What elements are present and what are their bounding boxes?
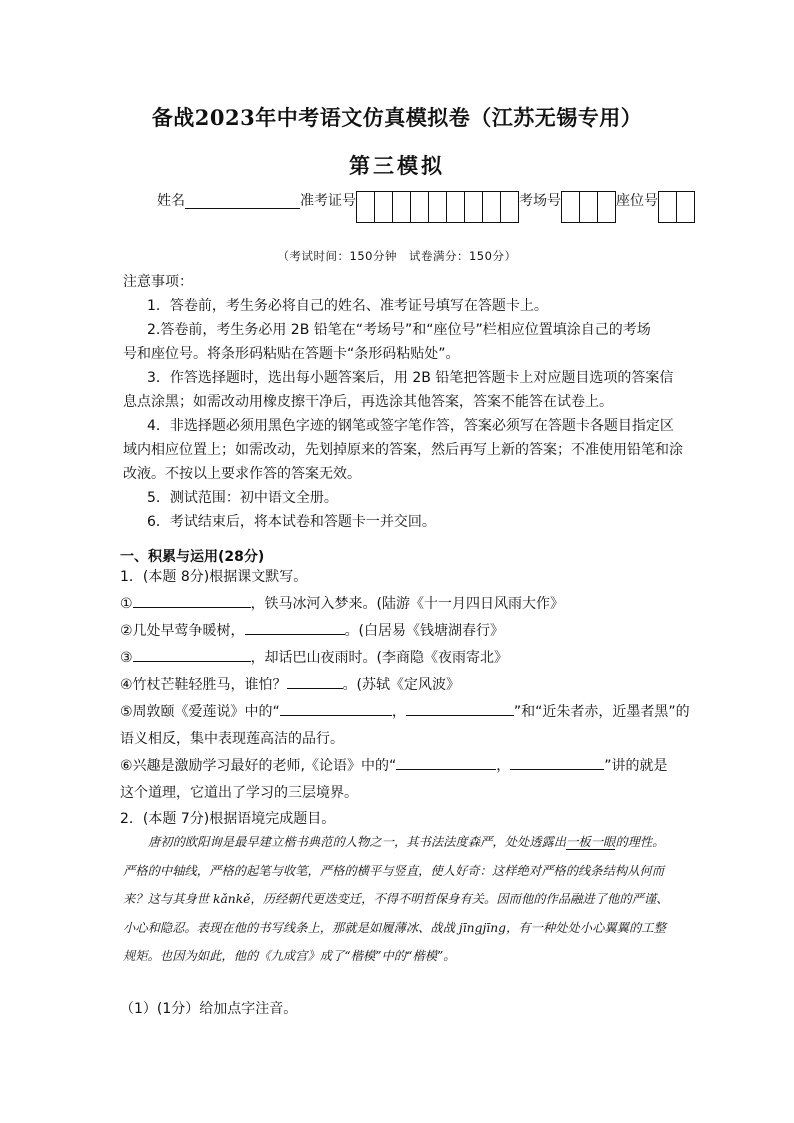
answer-blank[interactable] [510, 754, 604, 770]
exam-title: 备战2023年中考语文仿真模拟卷（江苏无锡专用） [151, 105, 643, 130]
notice-item: 6．考试结束后，将本试卷和答题卡一并交回。 [147, 514, 436, 530]
exam-id-boxes[interactable] [356, 191, 519, 223]
name-field[interactable] [185, 191, 300, 209]
answer-blank[interactable] [280, 700, 392, 716]
section-heading: 一、积累与运用(28分) [120, 549, 265, 565]
notice-item: 3．作答选择题时，选出每小题答案后，用 2B 铅笔把答题卡上对应题目选项的答案信 [147, 370, 674, 386]
notice-item: 改液。不按以上要求作答的答案无效。 [123, 466, 361, 482]
notice-item: 4．非选择题必须用黑色字迹的钢笔或签字笔作答，答案必须写在答题卡各题目指定区 [147, 418, 674, 434]
seat-boxes[interactable] [658, 191, 695, 223]
answer-blank[interactable] [396, 754, 496, 770]
answer-blank[interactable] [245, 619, 345, 635]
q1-line-6b: 这个道理，它道出了学习的三层境界。 [120, 785, 358, 801]
underlined-phrase: 一板一眼 [566, 835, 616, 849]
q1-line-2: ②几处早莺争暖树， 。(白居易《钱塘湖春行》 [120, 619, 504, 643]
answer-blank[interactable] [133, 646, 251, 662]
q1-line-1: ① ，铁马冰河入梦来。(陆游《十一月四日风雨大作》 [120, 592, 564, 616]
question-2-stem: 2．(本题 7分)根据语境完成题目。 [120, 811, 336, 827]
candidate-info-row [157, 191, 695, 223]
answer-blank[interactable] [406, 700, 514, 716]
q1-line-4: ④竹杖芒鞋轻胜马，谁怕？ 。(苏轼《定风波》 [120, 673, 460, 697]
notice-item: 域内相应位置上；如需改动，先划掉原来的答案，然后再写上新的答案；不准使用铅笔和涂 [123, 442, 683, 458]
reading-passage: 唐初的欧阳询是最早建立楷书典范的人物之一，其书法法度森严，处处透露出一板一眼的理性。严格的中轴线，严格的起笔与收笔，严格的横平与竖直，使人好奇：这样绝对严格的线条结构从何而来？这与其身世 kǎnkě，历经朝代更迭变迁，不得不明哲保身有关。因而他的作品融进了他的严谨、小心和隐忍。表现在他的书写线条上，那就是如履薄冰、战战 jīngjīng，有一种处处小心翼翼的工整规矩。也因为如此，他的《九成宫》成了“楷模”中的“楷模”。 [123, 835, 669, 963]
seat-label: 座位号 [616, 193, 658, 209]
notice-item: 5．测试范围：初中语文全册。 [147, 490, 338, 506]
name-label: 姓名 [157, 193, 185, 209]
notice-item: 息点涂黑；如需改动用橡皮擦干净后，再选涂其他答案，答案不能答在试卷上。 [123, 394, 613, 410]
answer-blank[interactable] [287, 673, 343, 689]
notice-item: 号和座位号。将条形码粘贴在答题卡“条形码粘贴处”。 [123, 346, 460, 362]
room-boxes[interactable] [561, 191, 616, 223]
q1-line-5: ⑤周敦颐《爱莲说》中的“ ， ”和“近朱者赤，近墨者黑”的 [120, 700, 690, 724]
notice-item: 1．答卷前，考生务必将自己的姓名、准考证号填写在答题卡上。 [147, 298, 548, 314]
room-label: 考场号 [519, 193, 561, 209]
sub-question-1: （1）(1分）给加点字注音。 [120, 1001, 298, 1017]
q1-line-6: ⑥兴趣是激励学习最好的老师,《论语》中的“ ， ”讲的就是 [120, 754, 668, 778]
time-info: （考试时间：150分钟 试卷满分：150分） [277, 249, 517, 263]
notice-heading: 注意事项： [123, 274, 193, 290]
q1-line-3: ③ ，却话巴山夜雨时。(李商隐《夜雨寄北》 [120, 646, 508, 670]
exam-id-label: 准考证号 [300, 193, 356, 209]
answer-blank[interactable] [133, 592, 251, 608]
q1-line-5b: 语义相反，集中表现莲高洁的品行。 [120, 731, 344, 747]
exam-subtitle: 第三模拟 [349, 153, 445, 178]
question-1-stem: 1．(本题 8分)根据课文默写。 [120, 569, 308, 585]
notice-item: 2.答卷前，考生务必用 2B 铅笔在“考场号”和“座位号”栏相应位置填涂自己的考场 [147, 322, 651, 338]
